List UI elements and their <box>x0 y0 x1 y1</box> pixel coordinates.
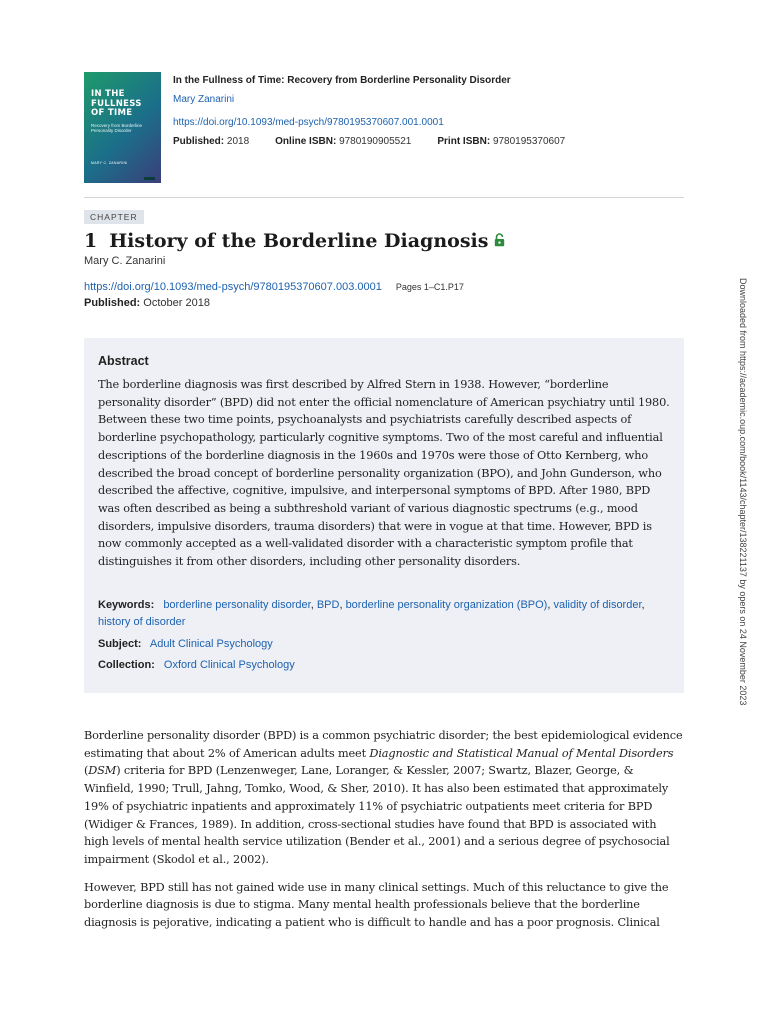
abstract-text: The borderline diagnosis was first described by Alfred Stern in 1938. However, “borderline personality disorder” (BPD) did not enter the official nomenclature of American psychiatry until 1980. Between these two time points, psychoanalysts and psychiatrists carefully described aspects of borderline psychopathology, particularly cognitive symptoms. Two of the most careful and influential descriptions of the borderline diagnosis in the 1960s and 1970s were those of Otto Kernberg, who described the broad concept of borderline personality organization (BPO), and John Gunderson, who described the affective, cognitive, impulsive, and interpersonal symptoms of BPD. After 1980, BPD was often described as being a subthreshold variant of various diagnostic spectrums (e.g., mood disorders, impulsive disorders, trauma disorders) that were in vogue at that time. However, BPD is now commonly accepted as a well-validated disorder with a characteristic symptom profile that distinguishes it from other disorders, including other personality disorders. <box>98 378 670 569</box>
keyword-link[interactable]: history of disorder <box>98 616 186 629</box>
book-facts <box>173 135 565 148</box>
keywords-label: Keywords: <box>98 598 155 611</box>
subject-label: Subject: <box>98 637 142 650</box>
subject-row <box>98 636 670 653</box>
chapter-doi-link[interactable]: https://doi.org/10.1093/med-psych/9780195370607.003.0001 <box>84 281 382 293</box>
book-title: In the Fullness of Time: Recovery from Borderline Personality Disorder <box>173 75 511 86</box>
book-author-link[interactable]: Mary Zanarini <box>173 94 235 105</box>
chapter-body <box>84 727 684 932</box>
book-doi-link[interactable]: https://doi.org/10.1093/med-psych/9780195370607.001.0001 <box>173 117 444 128</box>
chapter-published: Published: October 2018 <box>84 297 210 309</box>
subject-link[interactable]: Adult Clinical Psychology <box>149 637 273 650</box>
collection-link[interactable]: Oxford Clinical Psychology <box>163 658 295 671</box>
keyword-link[interactable]: validity of disorder <box>553 598 642 611</box>
cover-subtitle: Recovery from Borderline Personality Disorder <box>91 122 143 133</box>
book-online-isbn: Online ISBN: 9780190905521 <box>275 136 412 147</box>
cover-title: IN THE FULLNESS OF TIME <box>91 89 142 118</box>
collection-label: Collection: <box>98 658 155 671</box>
chapter-number: 1 <box>84 230 98 252</box>
download-stamp: Downloaded from https://academic.oup.com/book/1143/chapter/138221137 by opers on 24 November 2023 <box>738 278 748 706</box>
abstract-heading: Abstract <box>98 354 149 368</box>
book-meta <box>173 72 565 183</box>
keyword-link[interactable]: borderline personality disorder <box>163 598 311 611</box>
book-header <box>84 72 684 198</box>
keywords-row: Keywords: borderline personality disorder, BPD, borderline personality organization (BPO), validity of disorder, history of disorder <box>98 598 645 629</box>
body-paragraph: Borderline personality disorder (BPD) is a common psychiatric disorder; the best epidemiological evidence estimating that about 2% of American adults meet Diagnostic and Statistical Manual of Mental Disorders (DSM) criteria for BPD (Lenzenweger, Lane, Loranger, & Kessler, 2007; Swartz, Blazer, George, & Winfield, 1990; Trull, Jahng, Tomko, Wood, & Sher, 2010). It has also been estimated that approximately 19% of psychiatric inpatients and approximately 11% of psychiatric outpatients meet criteria for BPD (Widiger & Frances, 1989). In addition, cross-sectional studies have found that BPD is associated with high levels of mental health service utilization (Bender et al., 2001) and a serious degree of psychosocial impairment (Skodol et al., 2002). <box>84 729 683 866</box>
chapter-badge: CHAPTER <box>84 210 144 224</box>
book-cover-image[interactable] <box>84 72 161 183</box>
publisher-logo <box>144 177 155 180</box>
collection-row <box>98 657 670 674</box>
abstract-box <box>84 338 684 693</box>
keyword-link[interactable]: BPD <box>316 598 340 611</box>
cover-author: MARY C. ZANARINI <box>91 161 128 165</box>
body-paragraph: However, BPD still has not gained wide use in many clinical settings. Much of this reluctance to give the borderline diagnosis is due to stigma. Many mental health professionals believe that the borderline diagnosis is pejorative, indicating a patient who is difficult to handle and has a poor prognosis. Clinical <box>84 880 669 930</box>
open-access-lock-icon <box>494 229 505 253</box>
book-published: Published: 2018 <box>173 136 250 147</box>
chapter-pages: Pages 1–C1.P17 <box>395 282 464 292</box>
chapter-doi-row <box>84 281 684 293</box>
book-print-isbn: Print ISBN: 9780195370607 <box>437 136 566 147</box>
chapter-title-text: History of the Borderline Diagnosis <box>109 230 489 252</box>
keyword-link[interactable]: borderline personality organization (BPO) <box>345 598 548 611</box>
chapter-author: Mary C. Zanarini <box>84 255 166 267</box>
chapter-title <box>84 229 684 253</box>
page-content <box>84 72 684 942</box>
